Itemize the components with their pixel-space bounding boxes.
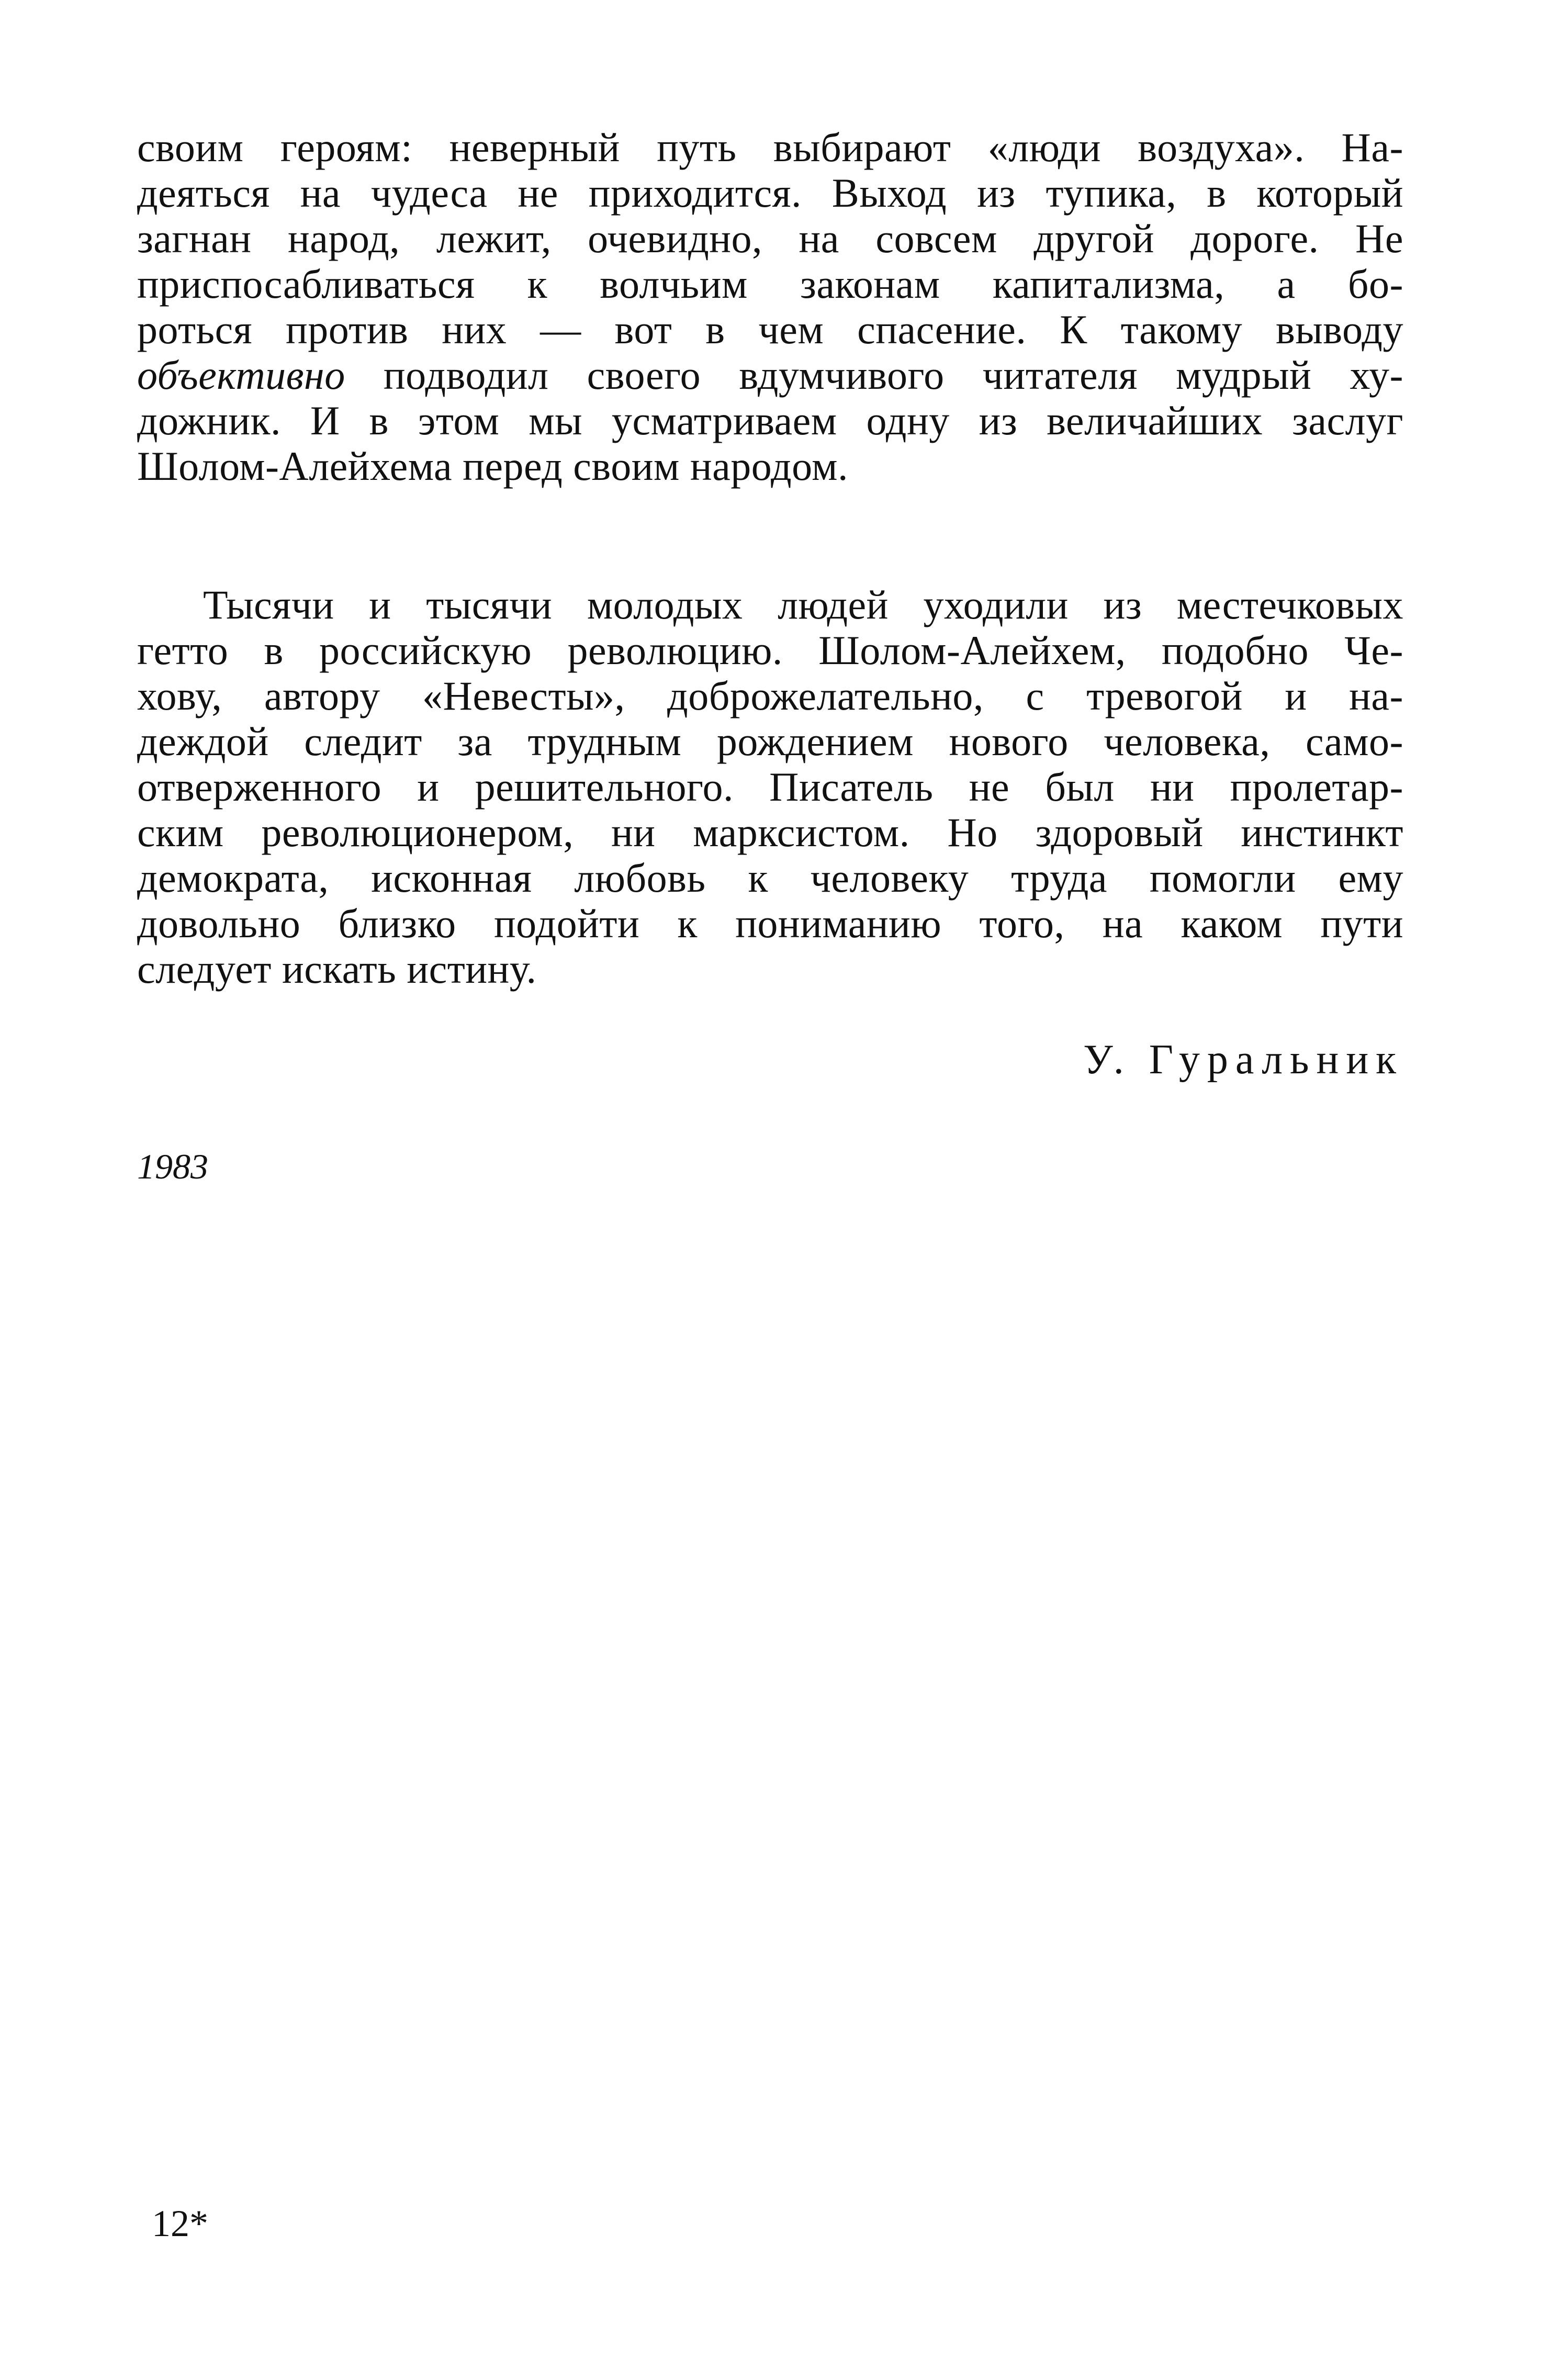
paragraph-2 [137,582,1403,992]
author-signature: У. Гуральник [1083,1037,1403,1083]
text-line: приспосабливаться к волчьим законам капитализма, а бо- [137,261,1403,307]
text-line: отверженного и решительного. Писатель не был ни пролетар- [137,764,1403,810]
text-line-with-emphasis [137,352,1403,398]
text-line: демократа, исконная любовь к человеку труда помогли ему [137,855,1403,901]
text-line: хову, автору «Невесты», доброжелательно, с тревогой и на- [137,673,1403,719]
text-line: Тысячи и тысячи молодых людей уходили из местечковых [203,582,1403,627]
text-line: следует искать истину. [137,946,537,992]
text-line: деждой следит за трудным рождением нового человека, само- [137,719,1403,764]
date: 1983 [137,1147,208,1186]
paragraph-1 [137,125,1403,489]
text-line: дожник. И в этом мы усматриваем одну из величайших заслуг [137,398,1403,443]
text-line-rest: подводил своего вдумчивого читателя мудрый ху- [383,352,1403,398]
text-line: ским революционером, ни марксистом. Но здоровый инстинкт [137,810,1403,855]
text-line: деяться на чудеса не приходится. Выход из тупика, в который [137,170,1403,216]
text-line: Шолом-Алейхема перед своим народом. [137,443,849,489]
text-line: гетто в российскую революцию. Шолом-Алейхем, подобно Че- [137,627,1403,673]
emphasized-word: объективно [137,352,345,398]
page-number: 12* [152,2203,208,2244]
text-line: загнан народ, лежит, очевидно, на совсем другой дороге. Не [137,216,1403,261]
text-line: роться против них — вот в чем спасение. К такому выводу [137,307,1403,352]
text-line: довольно близко подойти к пониманию того, на каком пути [137,901,1403,946]
text-line: своим героям: неверный путь выбирают «люди воздуха». На- [137,125,1403,170]
